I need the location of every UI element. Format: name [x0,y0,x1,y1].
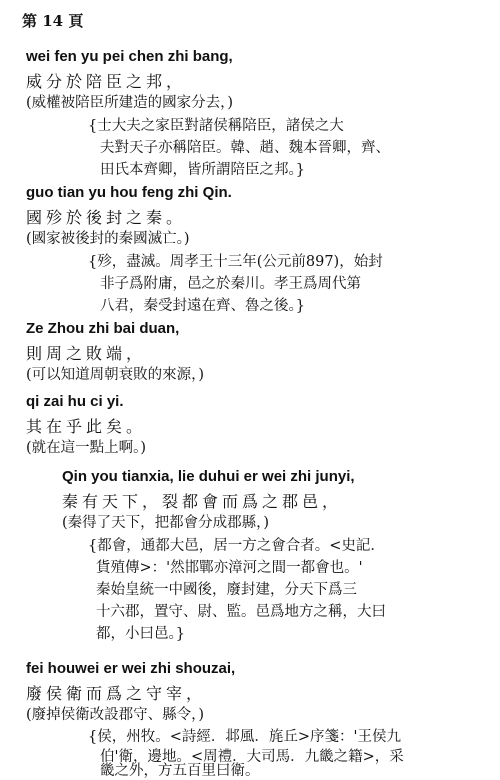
stanza-6-chinese: 廢侯衛而爲之守宰， [26,684,207,703]
stanza-4-chinese: 其在乎此矣。 [26,417,147,436]
stanza-2-note-line: 非子爲附庸，邑之於秦川。孝王爲周代第 [100,276,361,292]
stanza-5-note-line: {都會，通都大邑，居一方之會合者。<史記． [88,538,385,554]
stanza-6-note-line: 伯'衛，邊地。<周禮．大司馬．九畿之籍>，采 [100,749,404,765]
stanza-5-note-line: 貨殖傳>：'然邯鄲亦漳河之間一都會也。' [96,560,363,576]
stanza-3-translation: (可以知道周朝衰敗的來源，) [26,367,205,383]
stanza-5-note-line: 都，小曰邑。} [96,626,185,642]
stanza-4-pinyin: qi zai hu ci yi. [26,393,124,410]
stanza-5-note-line: 十六郡，置守、尉、監。邑爲地方之稱，大曰 [96,604,386,620]
stanza-4-translation: (就在這一點上啊。) [26,440,147,456]
stanza-5-note-line: 秦始皇統一中國後，廢封建，分天下爲三 [96,582,357,598]
stanza-2-note-line: 八君，秦受封遠在齊、魯之後。} [100,298,305,314]
stanza-5-translation: (秦得了天下，把都會分成郡縣，) [62,515,270,531]
stanza-6-translation: (廢掉侯衛改設郡守、縣令，) [26,707,205,723]
stanza-2-note-line: {殄，盡滅。周孝王十三年(公元前897)，始封 [88,254,383,270]
stanza-2-chinese: 國殄於後封之秦。 [26,208,187,227]
stanza-5-pinyin: Qin you tianxia, lie duhui er wei zhi junyi, [62,468,355,485]
stanza-3-chinese: 則周之敗端， [26,344,147,363]
stanza-1-note-line: {士大夫之家臣對諸侯稱陪臣，諸侯之大 [88,118,344,134]
stanza-6-pinyin: fei houwei er wei zhi shouzai, [26,660,236,677]
stanza-1-translation: (威權被陪臣所建造的國家分去，) [26,95,234,111]
stanza-6-note-line: {侯，州牧。<詩經．邶風．旄丘>序箋：'王侯九 [88,729,402,745]
stanza-5-chinese: 秦有天下，裂都會而爲之郡邑， [62,492,343,511]
stanza-1-pinyin: wei fen yu pei chen zhi bang, [26,48,233,65]
stanza-2-pinyin: guo tian yu hou feng zhi Qin. [26,184,232,201]
stanza-1-note-line: 夫對天子亦稱陪臣。韓、趙、魏本晉卿，齊、 [100,140,390,156]
page-label: 第 14 頁 [22,12,84,30]
stanza-3-pinyin: Ze Zhou zhi bai duan, [26,320,180,337]
stanza-1-note-line: 田氏本齊卿，皆所謂陪臣之邦。} [100,162,305,178]
stanza-1-chinese: 威分於陪臣之邦， [26,72,187,91]
stanza-2-translation: (國家被後封的秦國滅亡。) [26,231,190,247]
stanza-6-note-line: 畿之外，方五百里曰衛。 [100,763,260,779]
